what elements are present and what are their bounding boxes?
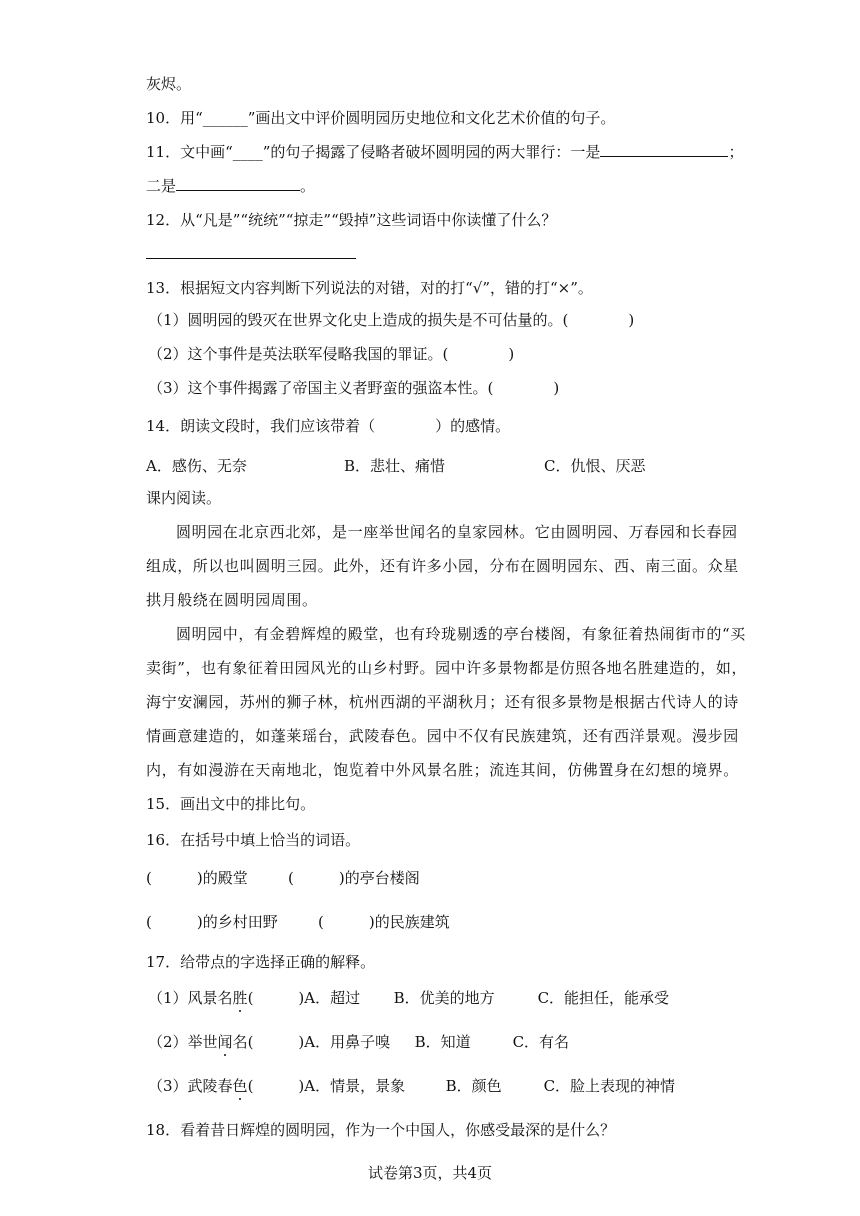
option-c[interactable]: C．仇恨、厌恶 [544, 457, 646, 475]
item-text: （3）武陵春 [148, 1077, 233, 1095]
question-16: 16．在括号中填上恰当的词语。 [146, 831, 361, 849]
question-14-options [146, 456, 645, 476]
item-text: （1）风景名 [148, 989, 233, 1007]
question-10: 10．用“______”画出文中评价圆明园历史地位和文化艺术价值的句子。 [146, 109, 616, 127]
dotted-char: 闻 [217, 1033, 233, 1051]
question-13-item-3: （3）这个事件揭露了帝国主义者野蛮的强盗本性。( ) [148, 379, 560, 397]
question-13-item-1: （1）圆明园的毁灭在世界文化史上造成的损失是不可估量的。( ) [148, 311, 635, 329]
dotted-char: 色 [232, 1077, 248, 1095]
passage-line: 拱月般绕在圆明园周围。 [146, 591, 318, 609]
section-heading: 课内阅读。 [146, 489, 222, 507]
answer-line[interactable] [146, 258, 356, 259]
passage-line: 组成，所以也叫圆明三园。此外，还有许多小园，分布在圆明园东、西、南三面。众星 [146, 557, 739, 575]
question-13: 13．根据短文内容判断下列说法的对错，对的打“√”，错的打“×”。 [146, 279, 593, 297]
answer-blank[interactable] [600, 142, 728, 157]
question-12: 12．从“凡是”“统统”“掠走”“毁掉”这些词语中你读懂了什么？ [146, 211, 557, 229]
question-13-item-2: （2）这个事件是英法联军侵略我国的罪证。( ) [148, 345, 515, 363]
fill-blank-item[interactable]: ( )的乡村田野 [146, 913, 278, 931]
question-17-item-3 [148, 1076, 675, 1096]
option-a[interactable]: 名( )A．用鼻子嗅 [232, 1033, 391, 1051]
question-17-item-1 [148, 988, 669, 1008]
question-16-row-1 [146, 868, 420, 888]
option-a[interactable]: A．感伤、无奈 [146, 457, 247, 475]
question-11-text: 11．文中画“____”的句子揭露了侵略者破坏圆明园的两大罪行：一是 [146, 143, 601, 161]
option-a[interactable]: ( )A．情景，景象 [247, 1077, 406, 1095]
fill-blank-item[interactable]: ( )的亭台楼阁 [288, 869, 420, 887]
question-17-item-2 [148, 1032, 569, 1052]
question-17: 17．给带点的字选择正确的解释。 [146, 953, 376, 971]
passage-line: 卖街”，也有象征着田园风光的山乡村野。园中许多景物都是仿照各地名胜建造的，如， [146, 659, 748, 677]
option-b[interactable]: B．颜色 [445, 1077, 502, 1095]
question-11 [146, 142, 743, 162]
fill-blank-item[interactable]: ( )的殿堂 [146, 869, 248, 887]
passage-line: 内，有如漫游在天南地北，饱览着中外风景名胜；流连其间，仿佛置身在幻想的境界。 [146, 761, 739, 779]
passage-line: 圆明园在北京西北郊，是一座举世闻名的皇家园林。它由圆明园、万春园和长春园 [176, 523, 738, 541]
fill-blank-item[interactable]: ( )的民族建筑 [318, 913, 450, 931]
item-text: （2）举世 [148, 1033, 218, 1051]
question-11-second-text: 二是 [146, 177, 177, 195]
text-line: 灰烬。 [146, 75, 192, 93]
question-16-row-2 [146, 912, 450, 932]
question-11-punct: ； [728, 143, 744, 161]
question-11-second [146, 176, 315, 196]
option-a[interactable]: ( )A．超过 [247, 989, 361, 1007]
option-c[interactable]: C．能担任，能承受 [537, 989, 670, 1007]
passage-line: 情画意建造的，如蓬莱瑶台，武陵春色。园中不仅有民族建筑，还有西洋景观。漫步园 [146, 727, 739, 745]
option-c[interactable]: C．有名 [512, 1033, 570, 1051]
dotted-char: 胜 [232, 989, 248, 1007]
question-11-second-punct: 。 [300, 177, 316, 195]
option-b[interactable]: B．知道 [414, 1033, 471, 1051]
option-b[interactable]: B．悲壮、痛惜 [344, 457, 446, 475]
question-15: 15．画出文中的排比句。 [146, 795, 316, 813]
question-18: 18．看着昔日辉煌的圆明园，作为一个中国人，你感受最深的是什么？ [146, 1121, 616, 1139]
option-b[interactable]: B．优美的地方 [393, 989, 495, 1007]
passage-line: 圆明园中，有金碧辉煌的殿堂，也有玲珑剔透的亭台楼阁，有象征着热闹街市的“买 [176, 625, 746, 643]
page-footer: 试卷第3页，共4页 [367, 1164, 493, 1182]
question-14: 14．朗读文段时，我们应该带着（ ）的感情。 [146, 417, 511, 435]
option-c[interactable]: C．脸上表现的神情 [543, 1077, 676, 1095]
answer-blank[interactable] [176, 176, 300, 191]
passage-line: 海宁安澜园，苏州的狮子林，杭州西湖的平湖秋月；还有很多景物是根据古代诗人的诗 [146, 693, 739, 711]
